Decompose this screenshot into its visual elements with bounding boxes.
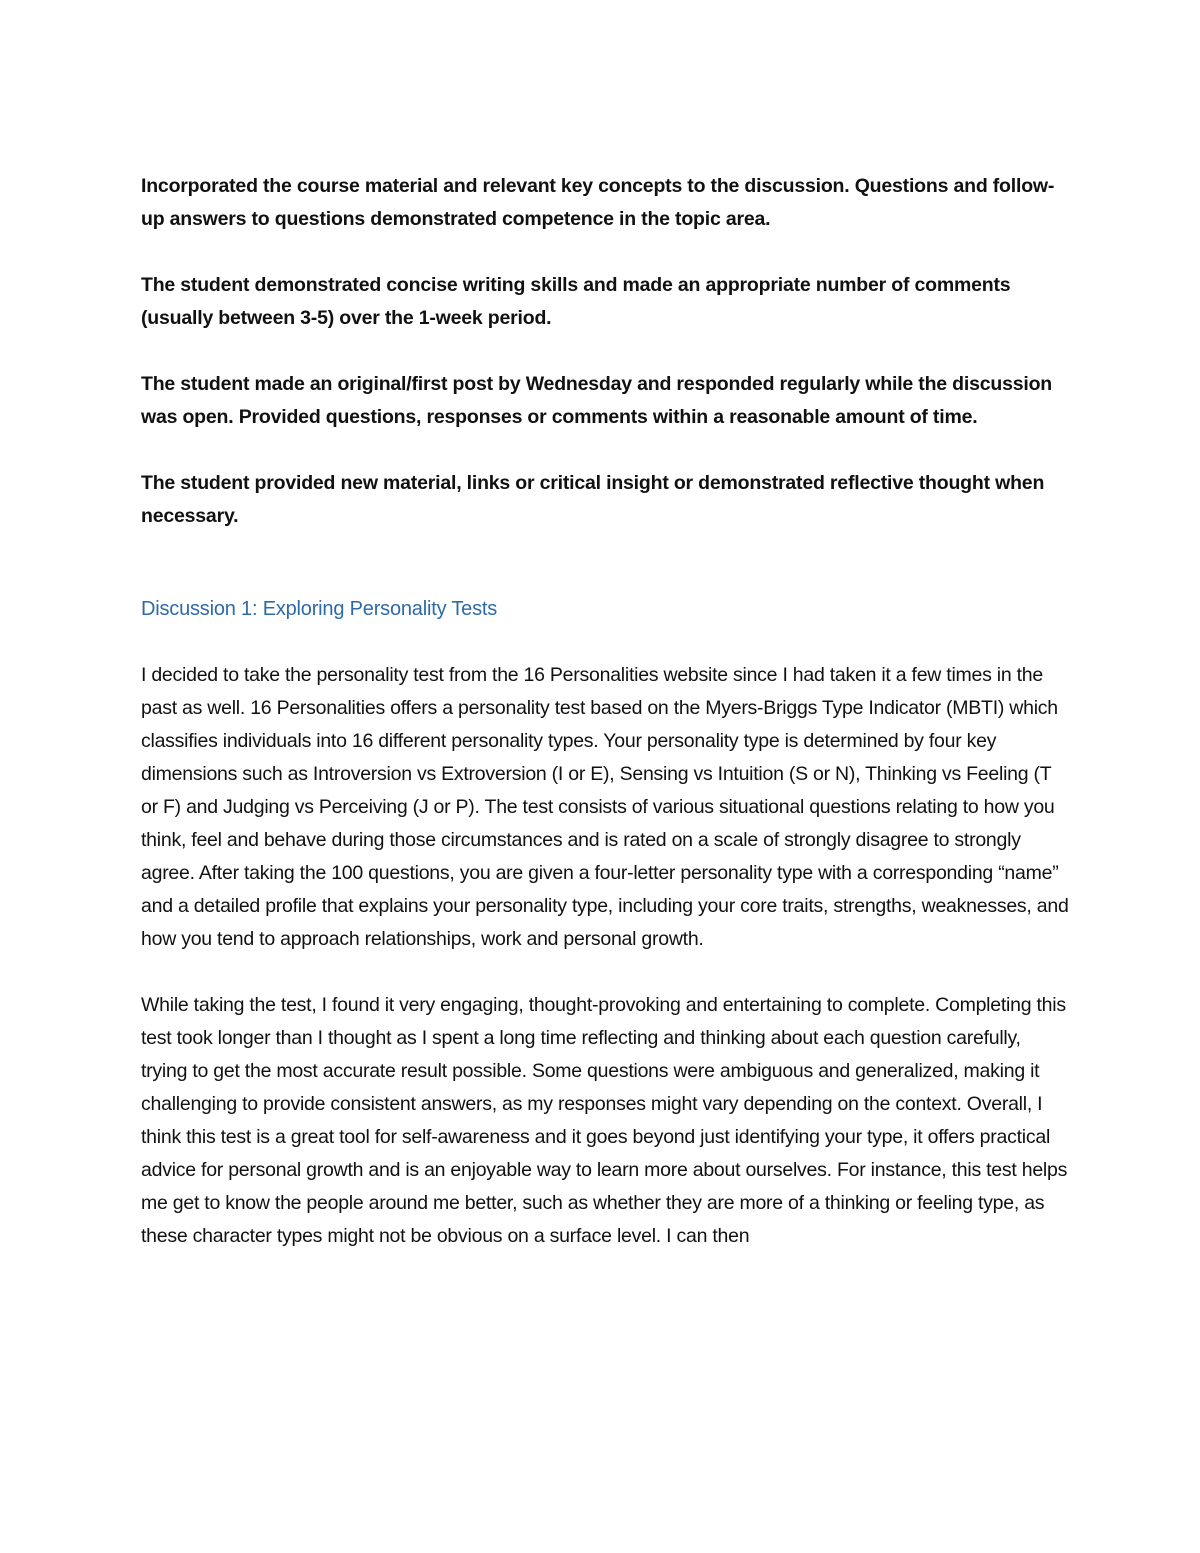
document-page	[141, 170, 1071, 1286]
rubric-criterion: The student made an original/first post by Wednesday and responded regularly while the discussion was open. Provided questions, responses or comments within a reasonable amount of time.	[141, 373, 1053, 428]
rubric-criteria	[141, 170, 1071, 533]
body-paragraph: While taking the test, I found it very engaging, thought-provoking and entertaining to complete. Completing this test took longer than I thought as I spent a long time reflecting and thinking about each question carefully, trying to get the most accurate result possible. Some questions were ambiguous and generalized, making it challenging to provide consistent answers, as my responses might vary depending on the context. Overall, I think this test is a great tool for self-awareness and it goes beyond just identifying your type, it offers practical advice for personal growth and is an enjoyable way to learn more about ourselves. For instance, this test helps me get to know the people around me better, such as whether they are more of a thinking or feeling type, as these character types might not be obvious on a surface level. I can then	[141, 994, 1068, 1247]
discussion-body	[141, 659, 1071, 1253]
rubric-criterion: Incorporated the course material and relevant key concepts to the discussion. Questions and follow-up answers to questions demonstrated competence in the topic area.	[141, 175, 1055, 230]
rubric-criterion: The student provided new material, links or critical insight or demonstrated reflective thought when necessary.	[141, 472, 1045, 527]
rubric-criterion: The student demonstrated concise writing skills and made an appropriate number of comments (usually between 3-5) over the 1-week period.	[141, 274, 1011, 329]
body-paragraph: I decided to take the personality test from the 16 Personalities website since I had taken it a few times in the past as well. 16 Personalities offers a personality test based on the Myers-Briggs Type Indicator (MBTI) which classifies individuals into 16 different personality types. Your personality type is determined by four key dimensions such as Introversion vs Extroversion (I or E), Sensing vs Intuition (S or N), Thinking vs Feeling (T or F) and Judging vs Perceiving (J or P). The test consists of various situational questions relating to how you think, feel and behave during those circumstances and is rated on a scale of strongly disagree to strongly agree. After taking the 100 questions, you are given a four-letter personality type with a corresponding “name” and a detailed profile that explains your personality type, including your core traits, strengths, weaknesses, and how you tend to approach relationships, work and personal growth.	[141, 664, 1069, 950]
discussion-heading: Discussion 1: Exploring Personality Tests	[141, 598, 498, 620]
